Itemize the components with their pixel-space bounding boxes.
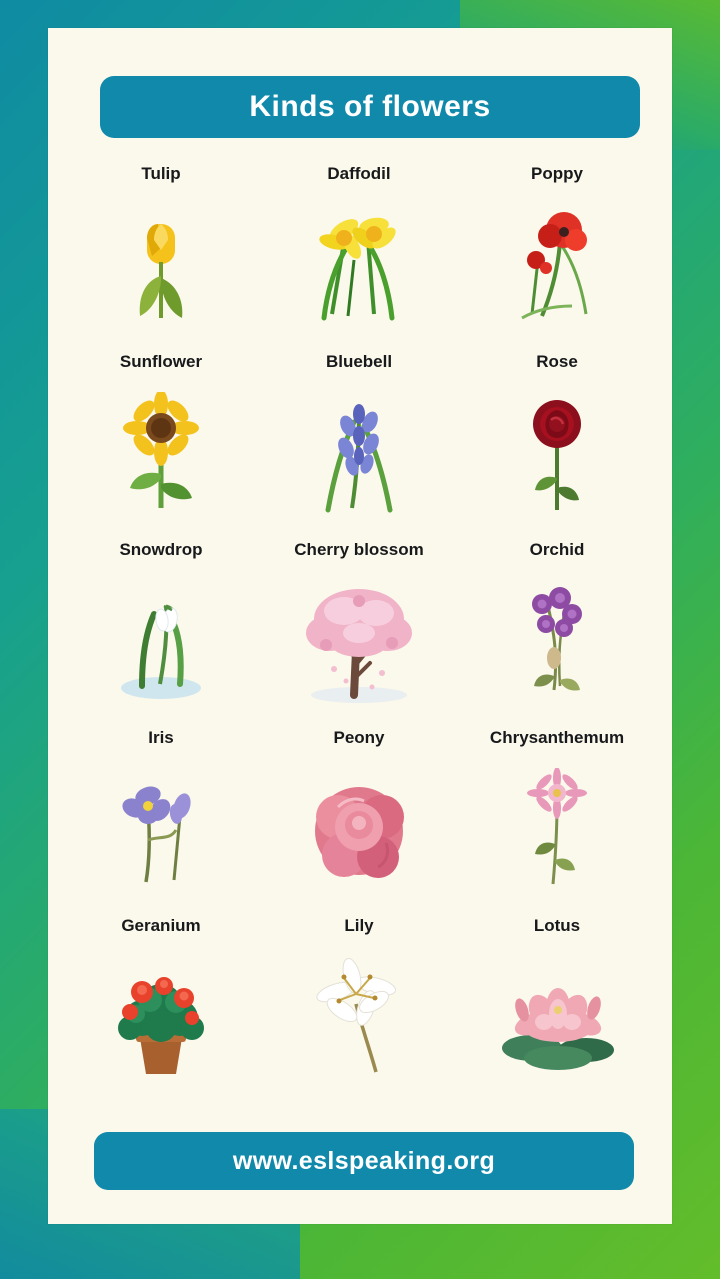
grid-item xyxy=(458,534,656,722)
rose-icon xyxy=(458,374,656,534)
grid-item xyxy=(62,158,260,346)
grid-item xyxy=(458,722,656,910)
grid-item xyxy=(458,346,656,534)
daffodil-icon xyxy=(260,186,458,346)
grid-item xyxy=(458,158,656,346)
grid-item xyxy=(62,910,260,1098)
bluebell-icon xyxy=(260,374,458,534)
flower-label: Rose xyxy=(536,352,578,371)
orchid-icon xyxy=(458,562,656,722)
grid-item xyxy=(260,158,458,346)
sunflower-icon xyxy=(62,374,260,534)
flower-label: Bluebell xyxy=(325,352,393,371)
grid-item xyxy=(260,722,458,910)
grid-item xyxy=(260,346,458,534)
snowdrop-icon xyxy=(62,562,260,722)
grid-item xyxy=(260,534,458,722)
flower-label: Daffodil xyxy=(327,164,391,183)
cherry-blossom-icon xyxy=(260,562,458,722)
flower-label: Iris xyxy=(148,728,174,747)
geranium-icon xyxy=(62,938,260,1098)
lily-icon xyxy=(260,938,458,1098)
grid-item xyxy=(62,346,260,534)
flower-label: Tulip xyxy=(141,164,181,183)
website-link[interactable]: www.eslspeaking.org xyxy=(232,1146,496,1175)
grid-item xyxy=(260,910,458,1098)
grid-item xyxy=(458,910,656,1098)
flower-label: Lily xyxy=(344,916,374,935)
title-banner xyxy=(100,76,640,138)
chrysanthemum-icon xyxy=(458,750,656,910)
flower-label: Orchid xyxy=(529,540,585,559)
grid-item xyxy=(62,534,260,722)
page-title: Kinds of flowers xyxy=(249,90,491,123)
iris-icon xyxy=(62,750,260,910)
lotus-icon xyxy=(458,938,656,1098)
flower-label: Cherry blossom xyxy=(294,540,424,559)
flower-label: Peony xyxy=(333,728,385,747)
flower-label: Geranium xyxy=(121,916,201,935)
flower-label: Chrysanthemum xyxy=(489,728,625,747)
content-card xyxy=(48,28,672,1224)
tulip-icon xyxy=(62,186,260,346)
flower-label: Lotus xyxy=(533,916,581,935)
flower-label: Sunflower xyxy=(119,352,203,371)
grid-item xyxy=(62,722,260,910)
flower-grid xyxy=(62,158,658,1098)
flower-label: Poppy xyxy=(531,164,583,183)
flower-label: Snowdrop xyxy=(119,540,203,559)
poppy-icon xyxy=(458,186,656,346)
footer-banner[interactable] xyxy=(94,1132,634,1190)
peony-icon xyxy=(260,750,458,910)
